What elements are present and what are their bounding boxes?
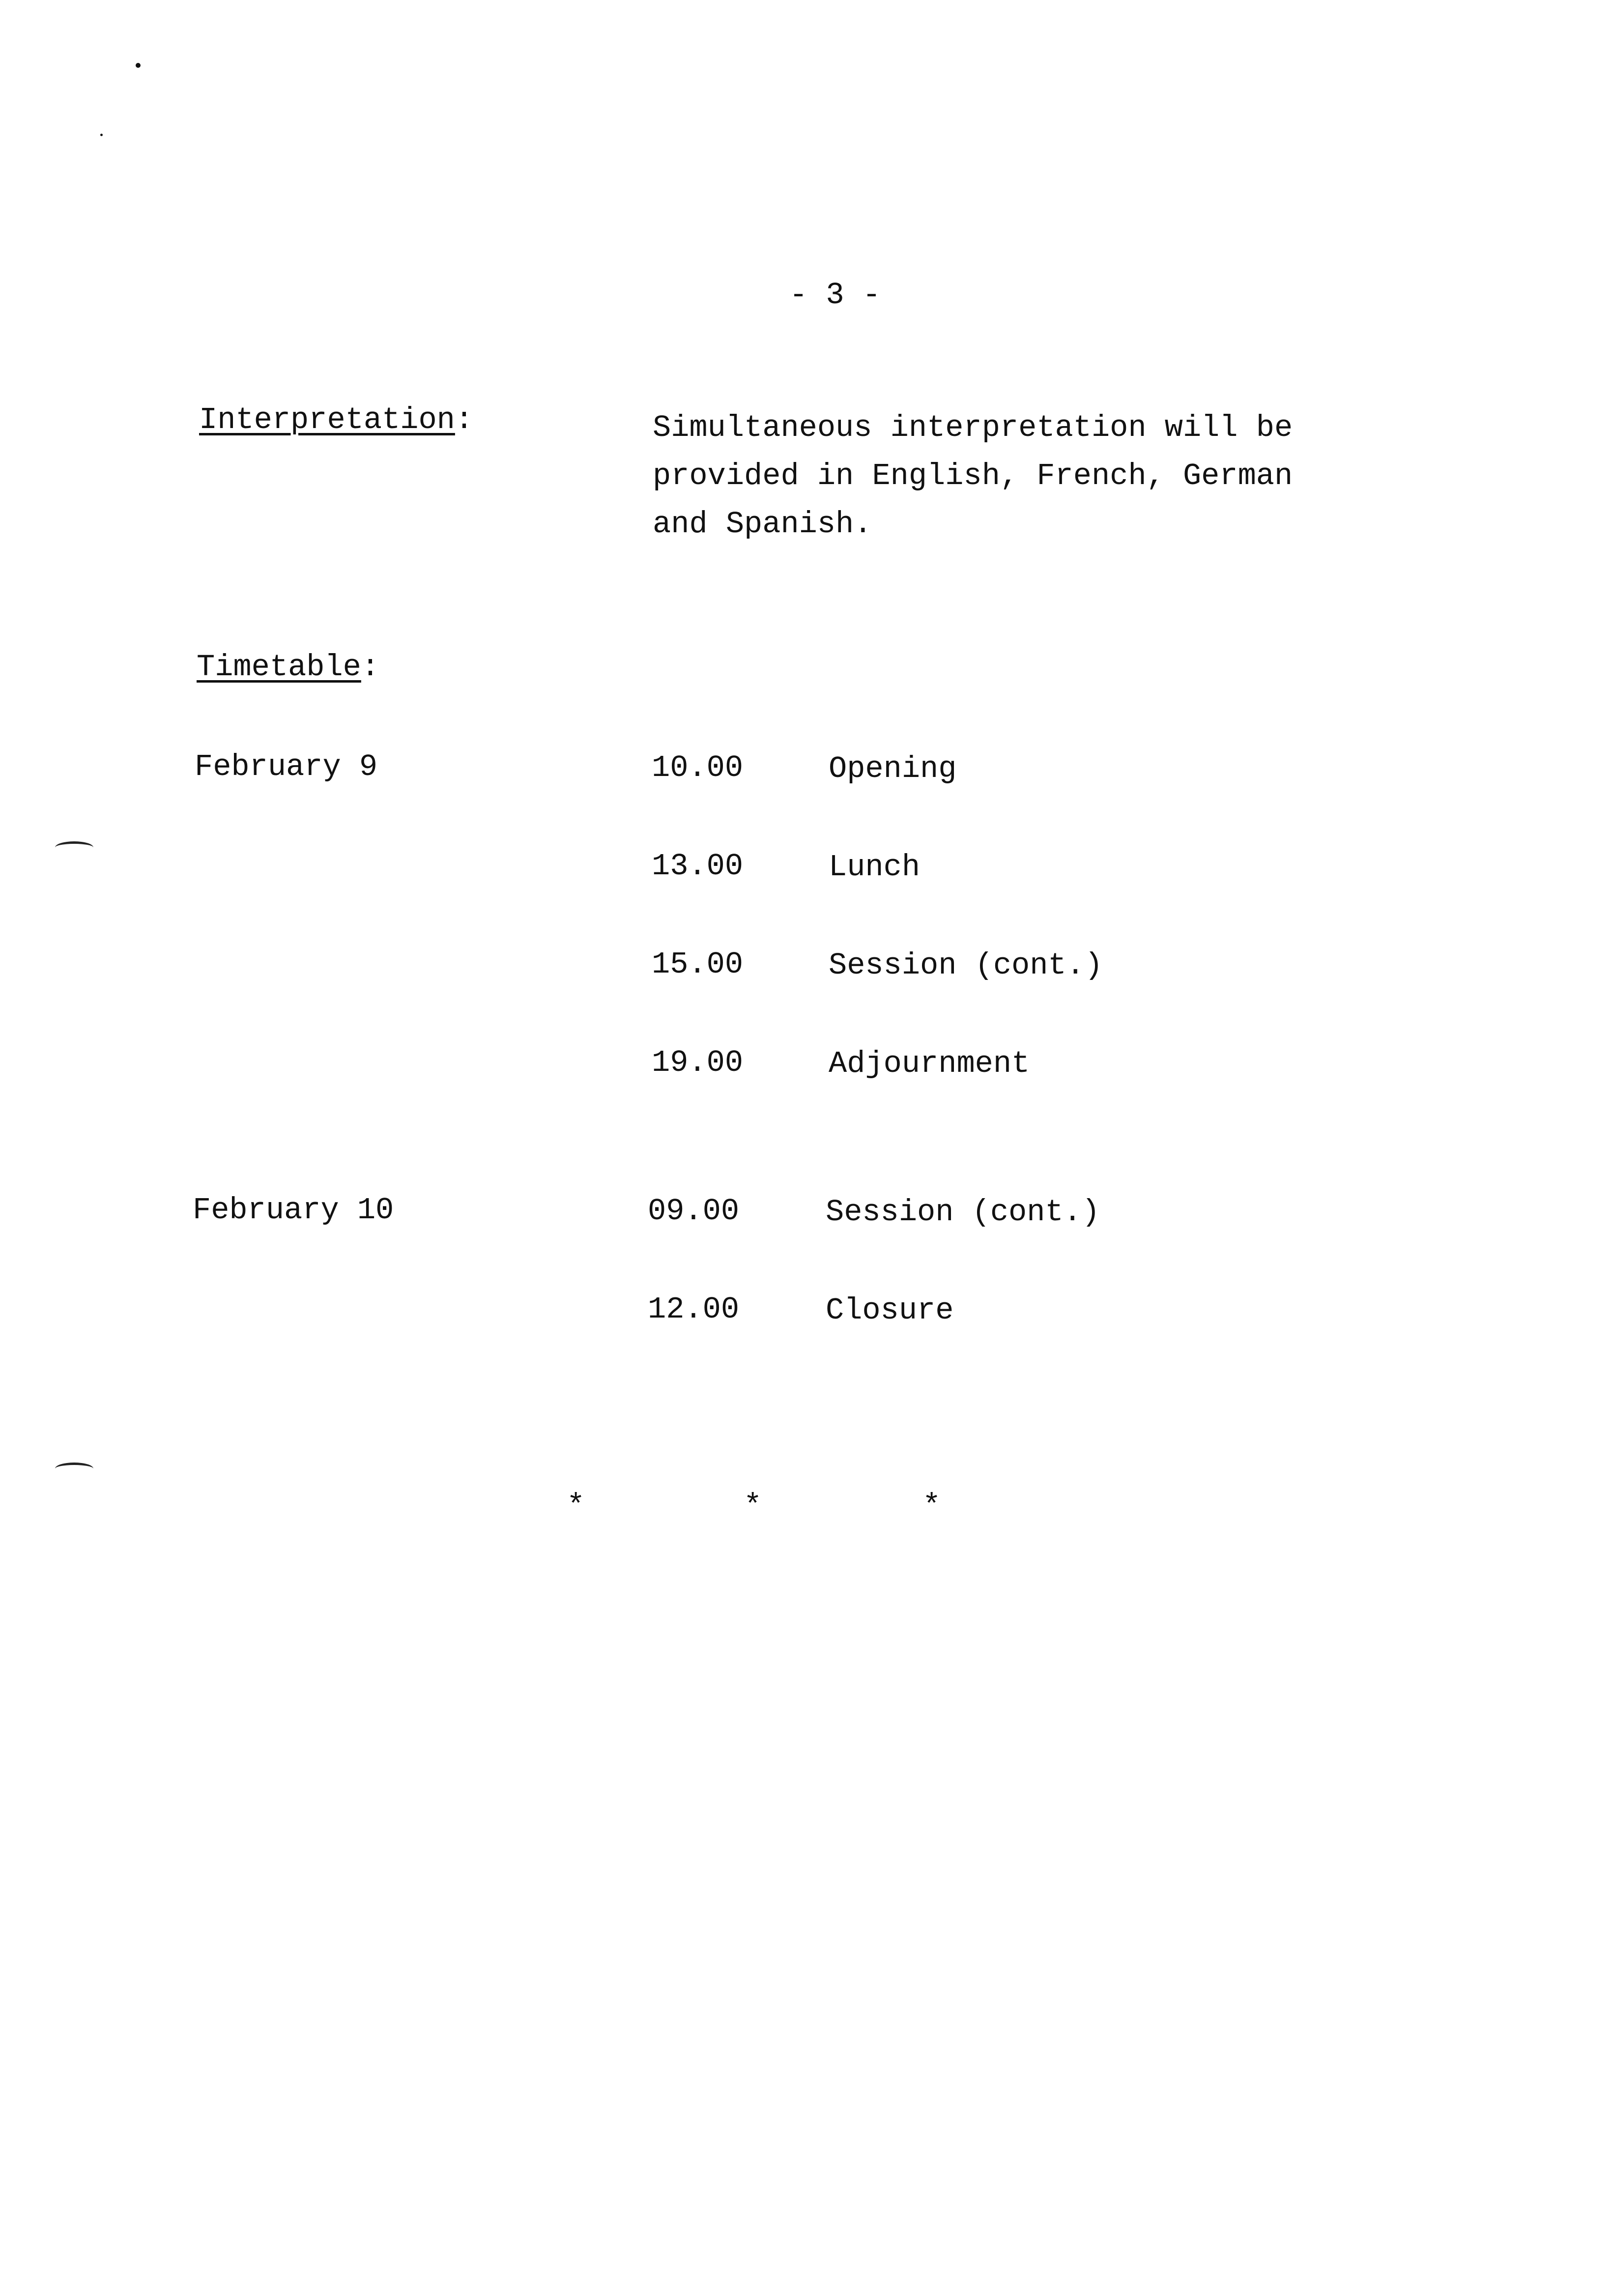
interpretation-heading <box>199 402 474 437</box>
interpretation-colon: : <box>455 402 474 437</box>
interpretation-label: Interpretation <box>199 402 455 437</box>
interpretation-text <box>653 404 1293 548</box>
interpretation-line: Simultaneous interpretation will be <box>653 410 1293 445</box>
separator-asterisk: * <box>567 1489 585 1523</box>
timetable-label: Timetable <box>197 650 361 685</box>
timetable-time: 09.00 <box>648 1194 740 1229</box>
timetable-time: 12.00 <box>648 1292 740 1327</box>
scan-speck <box>100 134 103 136</box>
punch-hole-mark <box>55 841 93 854</box>
punch-hole-mark <box>55 1463 93 1475</box>
timetable-event: Lunch <box>829 850 921 885</box>
timetable-heading <box>197 652 379 683</box>
timetable-event: Closure <box>826 1293 954 1328</box>
timetable-event: Opening <box>829 751 957 786</box>
timetable-event: Adjournment <box>829 1046 1030 1081</box>
separator-asterisk: * <box>922 1489 941 1523</box>
timetable-date: February 9 <box>195 749 378 784</box>
timetable-time: 13.00 <box>652 849 744 884</box>
timetable-event: Session (cont.) <box>829 948 1103 983</box>
timetable-time: 10.00 <box>652 750 744 785</box>
timetable-colon: : <box>361 650 380 685</box>
scan-speck <box>136 63 141 68</box>
timetable-event: Session (cont.) <box>826 1195 1100 1230</box>
timetable-time: 15.00 <box>652 947 744 982</box>
timetable-date: February 10 <box>193 1193 394 1228</box>
interpretation-line: provided in English, French, German <box>653 459 1293 493</box>
interpretation-line: and Spanish. <box>653 507 872 542</box>
timetable-time: 19.00 <box>652 1045 744 1080</box>
page-number: - 3 - <box>789 278 881 313</box>
separator-asterisk: * <box>744 1489 762 1523</box>
